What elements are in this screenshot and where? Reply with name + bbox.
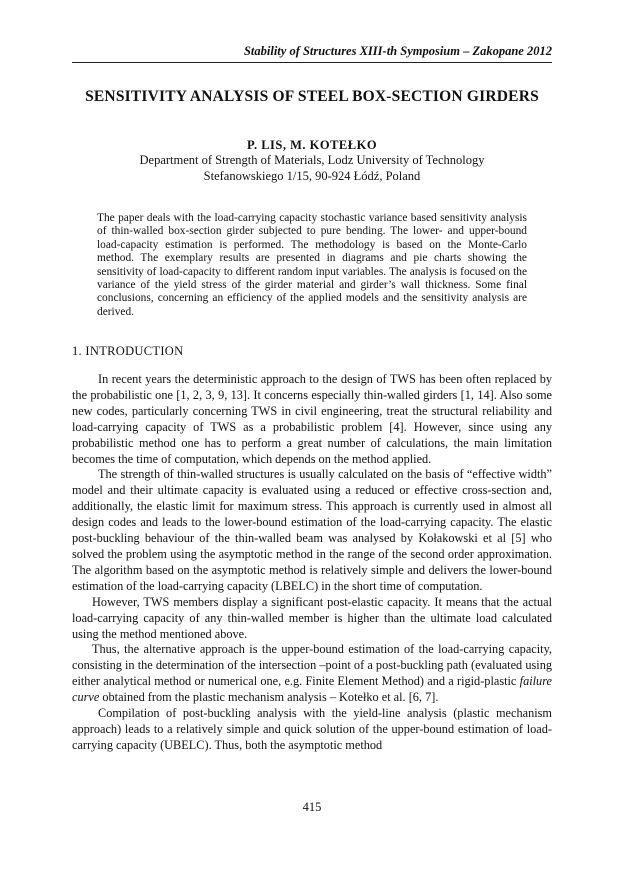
paragraph: The strength of thin-walled structures is usually calculated on the basis of “effective width” model and their ultimate capacity is evaluated using a reduced or effective cross-section and, additionally, the elastic limit for maximum stress. This approach is currently used in almost all design codes and leads to the lower-bound estimation of the load-carrying capacity. The elastic post-buckling behaviour of the thin-walled beam was analysed by Kołakowski et al [5] who solved the problem using the asymptotic method in the range of the second order approximation. The algorithm based on the asymptotic method is relatively simple and delivers the lower-bound estimation of the load-carrying capacity (LBELC) in the short time of computation. [72,467,552,593]
author-names: P. LIS, M. KOTEŁKO [246,138,378,152]
body-text [72,372,552,754]
affiliation-department: Department of Strength of Materials, Lodz University of Technology [139,153,485,167]
running-head: Stability of Structures XIII-th Symposium – Zakopane 2012 [243,44,552,58]
section-heading: 1. INTRODUCTION [72,344,184,358]
header-rule [72,62,552,63]
paragraph [72,642,552,706]
affiliation-address: Stefanowskiego 1/15, 90-924 Łódź, Poland [203,169,421,183]
abstract: The paper deals with the load-carrying capacity stochastic variance based sensitivity analysis of thin-walled box-section girder subjected to pure bending. The lower- and upper-bound load-capacity estimation is performed. The methodology is based on the Monte-Carlo method. The exemplary results are presented in diagrams and pie charts showing the sensitivity of load-capacity to different random input variables. The analysis is focused on the variance of the yield stress of the girder material and girder’s wall thickness. Some final conclusions, concerning an efficiency of the applied models and the sensitivity analysis are derived. [97,212,527,318]
paragraph-text: Thus, the alternative approach is the upper-bound estimation of the load-carrying capacity, consisting in the determination of the intersection –point of a post-buckling path (evaluated using either analytical method or numerical one, e.g. Finite Element Method) and a rigid-plastic [72,642,552,689]
paragraph: However, TWS members display a significant post-elastic capacity. It means that the actual load-carrying capacity of any thin-walled member is higher than the ultimate load calculated using the method mentioned above. [72,594,552,641]
page-number: 415 [302,800,322,814]
paragraph: In recent years the deterministic approach to the design of TWS has been often replaced by the probabilistic one [1, 2, 3, 9, 13]. It concerns especially thin-walled girders [1, 14]. Also some new codes, particularly concerning TWS in civil engineering, treat the structural reliability and load-carrying capacity of TWS as a probabilistic problem [4]. However, since using any probabilistic method one has to perform a great number of calculations, the main limitation becomes the time of computation, which depends on the method applied. [72,372,552,466]
paper-title: SENSITIVITY ANALYSIS OF STEEL BOX-SECTION GIRDERS [85,88,539,105]
paragraph: Compilation of post-buckling analysis with the yield-line analysis (plastic mechanism approach) leads to a relatively simple and quick solution of the upper-bound estimation of load-carrying capacity (UBELC). Thus, both the asymptotic method [72,706,552,752]
emphasis-term: failure curve [72,674,552,705]
paragraph-text: obtained from the plastic mechanism analysis – Kotełko et al. [6, 7]. [99,690,439,705]
